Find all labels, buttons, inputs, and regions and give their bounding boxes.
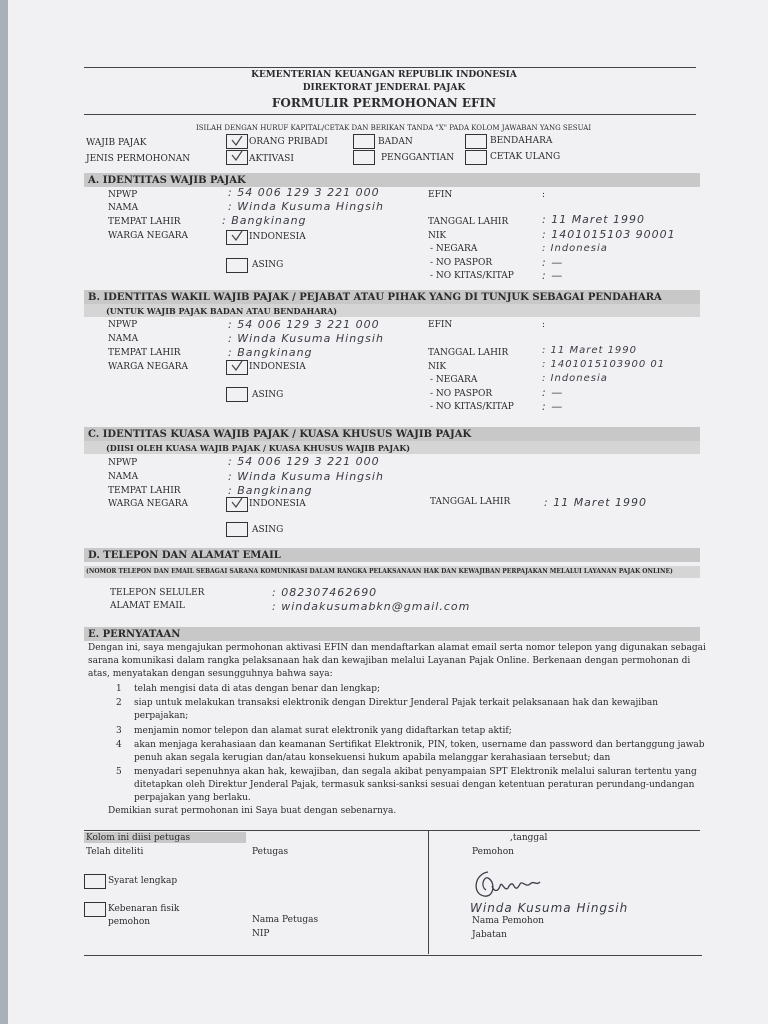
a-asing-checkbox[interactable] xyxy=(226,258,248,273)
a-tanggal-value[interactable]: : 11 Maret 1990 xyxy=(542,213,646,226)
wajib-pajak-label: WAJIB PAJAK xyxy=(86,138,147,148)
a-paspor-label: - NO PASPOR xyxy=(430,258,493,268)
b-tanggal-value[interactable]: : 11 Maret 1990 xyxy=(542,345,638,356)
a-paspor-value[interactable]: : — xyxy=(542,256,564,269)
section-e-title: E. PERNYATAAN xyxy=(88,629,181,640)
a-efin-colon: : xyxy=(542,190,546,200)
a-kitas-value[interactable]: : — xyxy=(542,269,564,282)
b-kitas-value[interactable]: : — xyxy=(542,400,564,413)
pernyataan-item-2: 2 xyxy=(116,698,122,708)
c-indonesia-label: INDONESIA xyxy=(249,499,306,509)
instruction-text: ISILAH DENGAN HURUF KAPITAL/CETAK DAN BERIKAN TANDA "X" PADA KOLOM JAWABAN YANG SESUAI xyxy=(196,124,592,132)
b-asing-checkbox[interactable] xyxy=(226,387,248,402)
b-paspor-value[interactable]: : — xyxy=(542,386,564,399)
b-paspor-label: - NO PASPOR xyxy=(430,389,493,399)
b-kitas-label: - NO KITAS/KITAP xyxy=(430,402,514,412)
nama-pemohon-label: Nama Pemohon xyxy=(472,916,544,926)
a-nama-label: NAMA xyxy=(108,203,139,213)
b-negara-label: - NEGARA xyxy=(430,375,478,385)
pernyataan-item-5: 5 xyxy=(116,767,122,777)
signed-name: Winda Kusuma Hingsih xyxy=(470,901,629,915)
check-mark-icon xyxy=(231,136,243,146)
telepon-value[interactable]: : 082307462690 xyxy=(272,586,378,599)
email-label: ALAMAT EMAIL xyxy=(110,601,185,611)
bendahara-label: BENDAHARA xyxy=(490,136,553,146)
b-warga-label: WARGA NEGARA xyxy=(108,362,189,372)
aktivasi-label: AKTIVASI xyxy=(249,154,294,164)
pernyataan-item-1-text: telah mengisi data di atas dengan benar dan lengkap; xyxy=(134,684,381,694)
b-tempat-value[interactable]: : Bangkinang xyxy=(228,346,313,359)
section-c-subheader xyxy=(84,441,700,454)
c-nama-label: NAMA xyxy=(108,472,139,482)
a-warga-label: WARGA NEGARA xyxy=(108,231,189,241)
a-negara-label: - NEGARA xyxy=(430,244,478,254)
ministry-title: KEMENTERIAN KEUANGAN REPUBLIK INDONESIA xyxy=(251,70,517,80)
section-b-subtitle: (UNTUK WAJIB PAJAK BADAN ATAU BENDAHARA) xyxy=(106,306,338,316)
pemohon-fisik-label: pemohon xyxy=(108,917,151,927)
a-npwp-value[interactable]: : 54 006 129 3 221 000 xyxy=(228,186,380,199)
kolom-petugas-label: Kolom ini diisi petugas xyxy=(86,833,191,843)
jenis-permohonan-label: JENIS PERMOHONAN xyxy=(86,154,191,164)
a-nama-value[interactable]: : Winda Kusuma Hingsih xyxy=(228,200,384,213)
syarat-lengkap-checkbox[interactable] xyxy=(84,874,106,889)
pernyataan-item-3-text: menjamin nomor telepon dan alamat surat elektronik yang didaftarkan tetap aktif; xyxy=(134,726,512,736)
a-npwp-label: NPWP xyxy=(108,190,138,200)
section-d-note: (NOMOR TELEPON DAN EMAIL SEBAGAI SARANA KOMUNIKASI DALAM RANGKA PELAKSANAAN HAK DAN KEWAJIBAN PERPAJAKAN MELALUI LAYANAN PAJAK ONLINE) xyxy=(86,568,673,575)
b-nik-value[interactable]: : 1401015103900 01 xyxy=(542,359,666,370)
a-kitas-label: - NO KITAS/KITAP xyxy=(430,271,514,281)
check-mark-icon xyxy=(231,361,243,371)
section-d-note-band xyxy=(84,566,700,578)
a-negara-value[interactable]: : Indonesia xyxy=(542,243,608,254)
a-asing-label: ASING xyxy=(252,260,284,270)
footer-bottom-rule xyxy=(84,955,702,956)
telah-diteliti-label: Telah diteliti xyxy=(86,847,144,857)
pernyataan-item-2-text: siap untuk melakukan transaksi elektronik dengan Direktur Jenderal Pajak terkait pelaksanaan hak dan kewajiban perpajakan; xyxy=(134,698,659,721)
b-tanggal-label: TANGGAL LAHIR xyxy=(428,348,509,358)
c-tanggal-label: TANGGAL LAHIR xyxy=(430,497,511,507)
a-tempat-value[interactable]: : Bangkinang xyxy=(222,214,307,227)
b-npwp-label: NPWP xyxy=(108,320,138,330)
pemohon-label: Pemohon xyxy=(472,847,514,857)
section-c-subtitle: (DIISI OLEH KUASA WAJIB PAJAK / KUASA KHUSUS WAJIB PAJAK) xyxy=(106,443,411,453)
c-asing-label: ASING xyxy=(252,525,284,535)
title-rule xyxy=(84,114,696,115)
pernyataan-item-1: 1 xyxy=(116,684,122,694)
check-mark-icon xyxy=(231,151,243,161)
form-title: FORMULIR PERMOHONAN EFIN xyxy=(271,96,497,110)
b-nama-label: NAMA xyxy=(108,334,139,344)
c-tanggal-value[interactable]: : 11 Maret 1990 xyxy=(544,496,648,509)
signature-icon xyxy=(470,862,550,902)
jabatan-label: Jabatan xyxy=(472,930,507,940)
section-a-title: A. IDENTITAS WAJIB PAJAK xyxy=(88,175,246,186)
c-tempat-label: TEMPAT LAHIR xyxy=(108,486,181,496)
pernyataan-item-5-text: menyadari sepenuhnya akan hak, kewajiban, dan segala akibat penyampaian SPT Elektronik melalui saluran tertentu yang ditetapkan oleh Direktur Jenderal Pajak, termasuk sanksi-sanksi sesuai dengan ketentuan peraturan perundang-undangan perpajakan yang berlaku. xyxy=(134,767,697,803)
pernyataan-intro: Dengan ini, saya mengajukan permohonan aktivasi EFIN dan mendaftarkan alamat email serta nomor telepon yang digunakan sebagai sarana komunikasi dalam rangka pelaksanaan hak dan kewajiban melalui Layanan Pajak Online. Berkenaan dengan permohonan di atas, menyatakan dengan sesungguhnya bahwa saya: xyxy=(88,643,706,679)
b-nik-label: NIK xyxy=(428,362,447,372)
directorate-title: DIREKTORAT JENDERAL PAJAK xyxy=(302,83,466,93)
tanggal-label: ,tanggal xyxy=(510,833,548,843)
c-nama-value[interactable]: : Winda Kusuma Hingsih xyxy=(228,470,384,483)
section-b-header xyxy=(84,290,700,304)
section-d-title: D. TELEPON DAN ALAMAT EMAIL xyxy=(88,550,281,561)
nama-petugas-label: Nama Petugas xyxy=(252,915,319,925)
b-tempat-label: TEMPAT LAHIR xyxy=(108,348,181,358)
badan-label: BADAN xyxy=(378,137,413,147)
section-e-header xyxy=(84,627,700,641)
kebenaran-fisik-checkbox[interactable] xyxy=(84,902,106,917)
section-c-header xyxy=(84,427,700,441)
badan-checkbox[interactable] xyxy=(353,134,375,149)
c-npwp-value[interactable]: : 54 006 129 3 221 000 xyxy=(228,455,380,468)
penggantian-label: PENGGANTIAN xyxy=(381,153,455,163)
cetak-ulang-checkbox[interactable] xyxy=(465,150,487,165)
section-c-title: C. IDENTITAS KUASA WAJIB PAJAK / KUASA KHUSUS WAJIB PAJAK xyxy=(88,429,472,440)
c-warga-label: WARGA NEGARA xyxy=(108,499,189,509)
b-nama-value[interactable]: : Winda Kusuma Hingsih xyxy=(228,332,384,345)
a-nik-value[interactable]: : 1401015103 90001 xyxy=(542,228,676,241)
nip-label: NIP xyxy=(252,929,270,939)
orang-pribadi-label: ORANG PRIBADI xyxy=(249,137,328,147)
footer-top-rule xyxy=(84,830,700,831)
b-npwp-value[interactable]: : 54 006 129 3 221 000 xyxy=(228,318,380,331)
c-asing-checkbox[interactable] xyxy=(226,522,248,537)
a-tanggal-label: TANGGAL LAHIR xyxy=(428,217,509,227)
syarat-lengkap-label: Syarat lengkap xyxy=(108,876,178,886)
b-asing-label: ASING xyxy=(252,390,284,400)
a-efin-label: EFIN xyxy=(428,190,453,200)
section-a-header xyxy=(84,173,700,187)
petugas-label: Petugas xyxy=(252,847,289,857)
a-nik-label: NIK xyxy=(428,231,447,241)
paper-edge-shadow xyxy=(0,0,8,1024)
c-npwp-label: NPWP xyxy=(108,458,138,468)
header-rule xyxy=(84,67,696,68)
section-d-header xyxy=(84,548,700,562)
section-b-subheader xyxy=(84,304,700,317)
b-indonesia-label: INDONESIA xyxy=(249,362,306,372)
kebenaran-fisik-label: Kebenaran fisik xyxy=(108,904,180,914)
a-tempat-label: TEMPAT LAHIR xyxy=(108,217,181,227)
pernyataan-item-3: 3 xyxy=(116,726,122,736)
pernyataan-item-4-text: akan menjaga kerahasiaan dan keamanan Sertifikat Elektronik, PIN, token, username dan password dan bertanggung jawab penuh akan segala kerugian dan/atau konsekuensi hukum apabila melanggar kerahasiaan tersebut; dan xyxy=(134,740,705,763)
check-mark-icon xyxy=(231,231,243,241)
c-tempat-value[interactable]: : Bangkinang xyxy=(228,484,313,497)
email-value[interactable]: : windakusumabkn@gmail.com xyxy=(272,600,471,613)
cetak-ulang-label: CETAK ULANG xyxy=(490,152,561,162)
penggantian-checkbox[interactable] xyxy=(353,150,375,165)
section-b-title: B. IDENTITAS WAKIL WAJIB PAJAK / PEJABAT ATAU PIHAK YANG DI TUNJUK SEBAGAI PENDAHARA xyxy=(88,292,662,303)
pernyataan-closing: Demikian surat permohonan ini Saya buat dengan sebenarnya. xyxy=(108,806,397,816)
b-efin-colon: : xyxy=(542,320,546,330)
b-negara-value[interactable]: : Indonesia xyxy=(542,373,608,384)
telepon-label: TELEPON SELULER xyxy=(110,588,205,598)
bendahara-checkbox[interactable] xyxy=(465,134,487,149)
pernyataan-item-4: 4 xyxy=(116,740,122,750)
b-efin-label: EFIN xyxy=(428,320,453,330)
check-mark-icon xyxy=(231,498,243,508)
a-indonesia-label: INDONESIA xyxy=(249,232,306,242)
footer-divider xyxy=(428,830,429,954)
